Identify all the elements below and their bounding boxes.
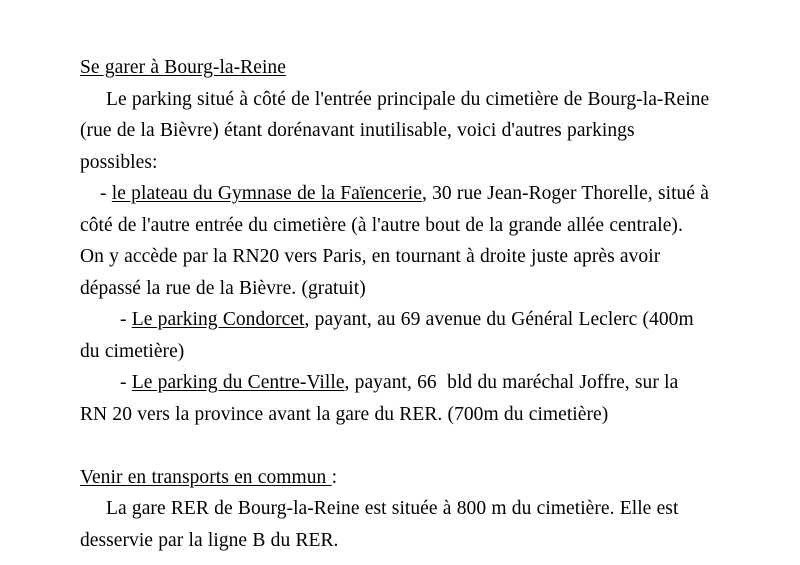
heading-transports-underlined: Venir en transports en commun [80,466,332,488]
paragraph-intro: Le parking situé à côté de l'entrée principale du cimetière de Bourg-la-Reine (rue de la Bièvre) étant dorénavant inutilisable, voici d'autres parkings possibles: [80,88,715,173]
list-item-condorcet-rest: , payant, au 69 avenue du Général Leclerc (400m du cimetière) [80,309,699,362]
document-body [80,52,715,556]
heading-transports-trailing: : [331,466,338,488]
list-item-condorcet-name: Le parking Condorcet [131,309,305,330]
section-spacer [80,430,710,462]
heading-transports [80,462,710,494]
list-item-centre-ville-dash: - [120,372,132,393]
list-item-gymnase-dash: - [100,183,112,204]
paragraph-transport: La gare RER de Bourg-la-Reine est située à 800 m du cimetière. Elle est desservie par la ligne B du RER. [80,498,684,551]
list-item-centre-ville-name: Le parking du Centre-Ville [131,372,345,393]
heading-se-garer [80,52,710,84]
list-item-gymnase [80,178,715,304]
list-item-condorcet-dash: - [120,309,132,330]
heading-se-garer-underlined: Se garer à Bourg-la-Reine [80,57,286,78]
list-item-condorcet [80,304,710,367]
list-item-centre-ville-rest: , payant, 66 bld du maréchal Joffre, sur la RN 20 vers la province avant la gare du RER. (700m du cimetière) [80,372,684,425]
list-item-gymnase-name: le plateau du Gymnase de la Faïencerie [111,183,422,204]
list-item-gymnase-rest: , 30 rue Jean-Roger Thorelle, situé à côté de l'autre entrée du cimetière (à l'autre bout de la grande allée centrale). On y accède par la RN20 vers Paris, en tournant à droite juste après avoir dépassé la rue de la Bièvre. (gratuit) [80,183,715,299]
list-item-centre-ville [80,367,710,430]
